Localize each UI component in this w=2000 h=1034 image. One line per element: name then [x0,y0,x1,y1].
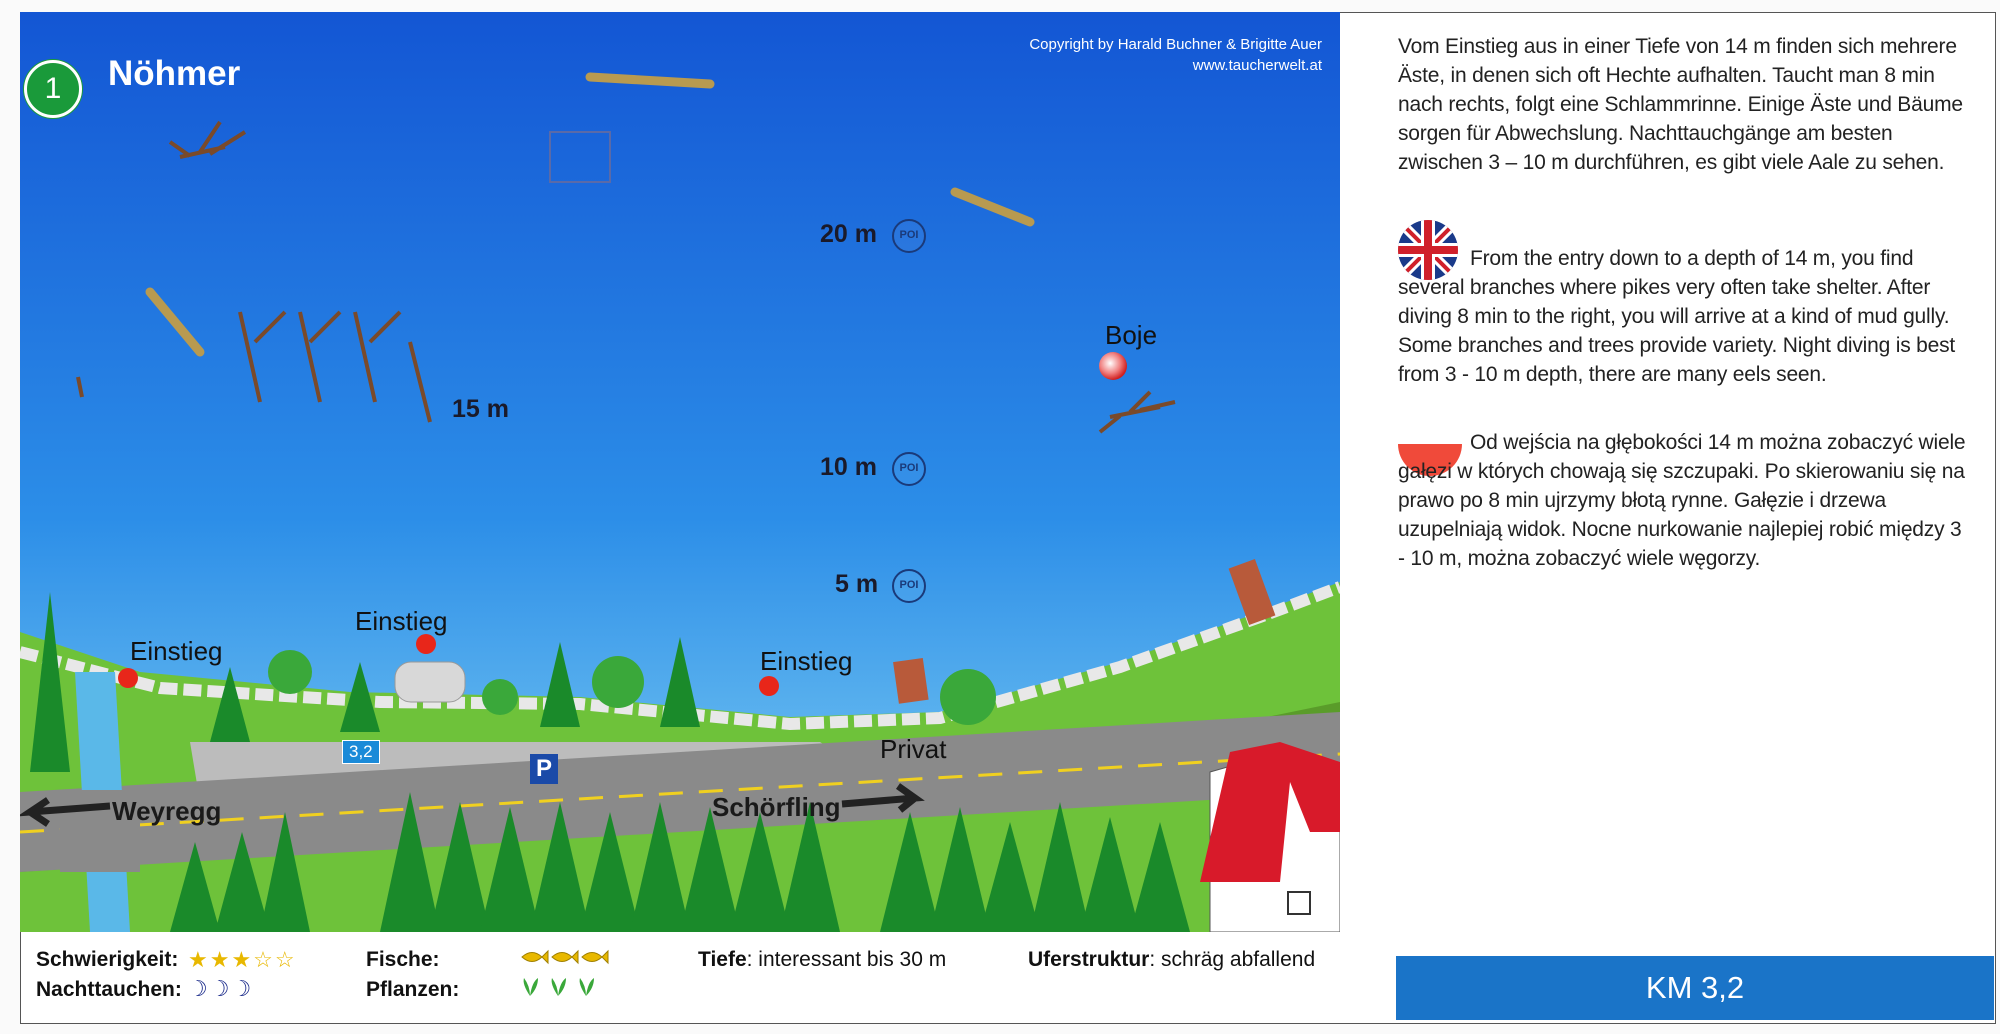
fish-rating [518,946,610,974]
jetty [893,658,929,704]
parking-sign: P [530,754,558,784]
depth-info: Tiefe: interessant bis 30 m [698,948,947,971]
description-pl: Od wejścia na głębokości 14 m można zobaczyć wiele gałęzi w których chowają się szczupaki. Po skierowaniu się na prawo po 8 min ujrzymy błotą rynne. Gałęzie i drzewa uzupelniają widok. Nocne nurkowanie najlepiej robić między 3 - 10 m, można zobaczyć wiele węgorzy. [1398,431,1966,570]
house [1200,742,1340,932]
entry-label: Einstieg [760,646,853,676]
description-de: Vom Einstieg aus in einer Tiefe von 14 m finden sich mehrere Äste, in denen sich oft Hechte aufhalten. Taucht man 8 min nach rechts, folgt eine Schlammrinne. Einige Äste und Bäume sorgen für Abwechslung. Nachttauchgänge am besten zwischen 3 – 10 m durchführen, es gibt viele Aale zu sehen. [1398,35,1963,174]
private-label: Privat [880,734,947,764]
entry-building [395,662,465,702]
map-illustration [20,12,1340,932]
entry-label: Einstieg [130,636,223,666]
km-sign: 3,2 [342,740,380,764]
dive-site-map [20,12,1340,932]
depth-label-20: 20 m [820,220,877,248]
plants-rating [520,976,604,1004]
depth-label-10: 10 m [820,453,877,481]
plants-row: Pflanzen: [366,978,460,1001]
depth-label-5: 5 m [835,570,879,598]
site-number-badge: 1 [24,60,82,118]
road-label-weyregg: Weyregg [112,796,222,826]
entry-label: Einstieg [355,606,448,636]
km-badge: KM 3,2 [1396,956,1994,1020]
copyright: Copyright by Harald Buchner & Brigitte Auer www.taucherwelt.at [1029,36,1322,74]
night-dive-row: Nachttauchen: [36,978,182,1001]
poi-marker: POI [892,219,926,253]
fish-row: Fische: [366,948,440,971]
description-en: From the entry down to a depth of 14 m, you find several branches where pikes very often take shelter. After diving 8 min to the right, you will arrive at a kind of mud gully. Some branches and trees provide variety. Night diving is best from 3 - 10 m depth, there are many eels seen. [1398,247,1956,386]
buoy-label: Boje [1105,320,1158,350]
buoy [1099,352,1127,380]
road-label-schoerfling: Schörfling [712,792,841,822]
entry-marker [759,676,779,696]
entry-marker [118,668,138,688]
difficulty-row: Schwierigkeit: [36,948,179,971]
night-moon-icon: ☽☽☽ [188,976,254,1001]
poi-marker: POI [892,452,926,486]
fish-icon [518,946,610,968]
depth-label-15: 15 m [452,395,509,423]
poi-marker: POI [892,569,926,603]
difficulty-stars-icon: ★★★☆☆ [188,947,297,972]
site-title: Nöhmer [108,54,241,93]
plant-icon [520,976,604,998]
shore-info: Uferstruktur: schräg abfallend [1028,948,1316,971]
entry-marker [416,634,436,654]
